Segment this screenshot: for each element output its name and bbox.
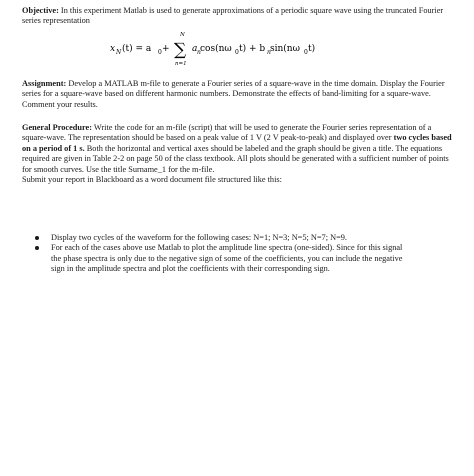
eq-term-b-sub: n	[267, 49, 271, 56]
eq-cos-part: cos(nω	[200, 44, 232, 54]
objective-text: In this experiment Matlab is used to generate approximations of a periodic square wave using the truncated Fourier series representation	[22, 6, 444, 26]
eq-term-a: a	[192, 44, 198, 54]
list-item-text: Display two cycles of the waveform for the following cases: N=1; N=3; N=5; N=7; N=9.	[51, 233, 347, 242]
eq-omega-sub2: 0	[304, 49, 308, 56]
eq-lhs-arg: (t) = a	[122, 44, 152, 54]
list-item-text: For each of the cases above use Matlab to plot the amplitude line spectra (one-sided). Since for this signal the phase spectra is only due to the negative sign of some of the coefficients, you can include the negative sign in the amplitude spectra and plot the coefficients with their corresponding sign.	[51, 243, 403, 274]
assignment-paragraph	[22, 79, 457, 110]
procedure-text-2: Both the horizontal and vertical axes should be labeled and the graph should be given a title. The equations required are given in Table 2-2 on page 50 of the class textbook. All plots should be generated with a sufficient number of points for smooth curves. Use the title Surname_1 for the m-file.	[22, 143, 449, 174]
objective-label: Objective:	[22, 6, 59, 15]
eq-sum-upper: N	[180, 32, 185, 38]
list-item	[33, 243, 413, 274]
eq-sin-part: sin(nω	[270, 44, 300, 54]
report-structure-list	[33, 233, 413, 275]
procedure-paragraph	[22, 123, 457, 185]
eq-lhs: x	[110, 44, 116, 54]
eq-plus: +	[162, 44, 170, 54]
eq-omega-sub1: 0	[235, 49, 239, 56]
list-item	[33, 233, 413, 243]
submit-instruction: Submit your report in Blackboard as a word document file structured like this:	[22, 175, 282, 185]
eq-term-a-sub: n	[197, 49, 201, 56]
procedure-bold-period: two cycles based on a period of 1 s.	[22, 133, 452, 153]
assignment-label: Assignment:	[22, 79, 67, 88]
objective-paragraph	[22, 6, 457, 27]
bullet-icon	[35, 246, 39, 250]
eq-sum-symbol: ∑	[174, 40, 187, 60]
eq-cos-close: t) + b	[239, 44, 266, 54]
bullet-icon	[35, 236, 39, 240]
fourier-series-equation	[110, 29, 330, 69]
procedure-text-1: Write the code for an m-file (script) that will be used to generate the Fourier series representation of a square-wave. The representation should be based on a peak value of 1 V (2 V peak-to-peak) and displayed over	[22, 123, 432, 143]
eq-a0-sub: 0	[158, 49, 162, 56]
assignment-text: Develop a MATLAB m-file to generate a Fourier series of a square-wave in the time domain. Display the Fourier series for a square-wave based on different harmonic numbers. Demonstrate the effects of band-limiting for a square-wave. Comment your results.	[22, 79, 445, 109]
eq-lhs-sub: N	[116, 49, 122, 56]
procedure-label: General Procedure:	[22, 123, 92, 132]
eq-sin-close: t)	[308, 44, 316, 54]
eq-sum-lower: n=1	[175, 61, 187, 67]
